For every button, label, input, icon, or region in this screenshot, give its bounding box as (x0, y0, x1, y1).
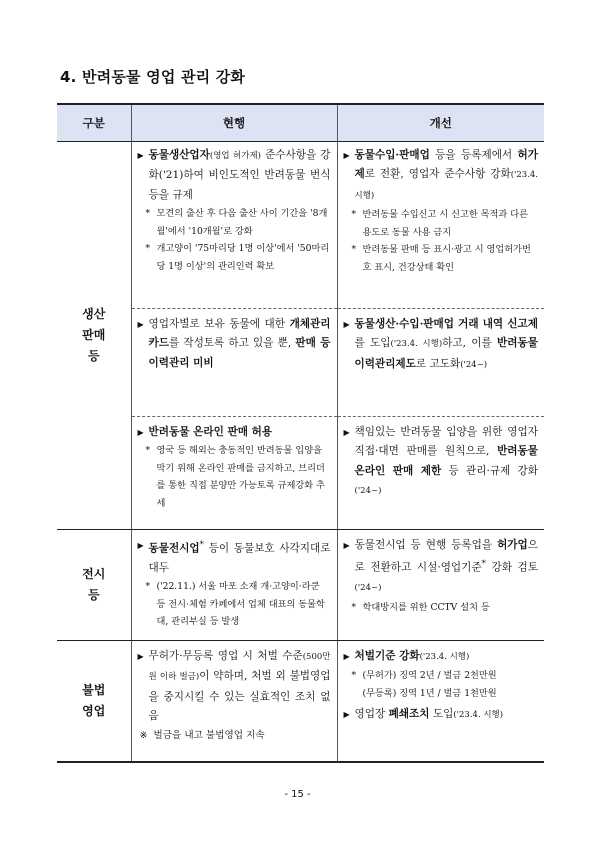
table-row (57, 529, 544, 640)
note-text: 영국 등 해외는 충동적인 반려동물 입양을 막기 위해 온라인 판매를 금지하고, 브리더를 통한 직접 분양만 가능토록 규제강화 추세 (156, 445, 325, 509)
category-exhibition: 전시 등 (57, 529, 131, 640)
cell-production-current-3: ▶ 반려동물 온라인 판매 허용 * 영국 등 해외는 충동적인 반려동물 입양을 막기 위해 온라인 판매를 금지하고, 브리더를 통한 직접 분양만 가능토록 규제강화 추세 (131, 416, 337, 529)
cell-production-improved-3: ▶ 책임있는 반려동물 입양을 위한 영업자 직접·대면 판매를 원칙으로, 반려동물 온라인 판매 제한 등 관리·규제 강화('24~) (337, 416, 544, 529)
note-text: ('22.11.) 서울 마포 소재 개·고양이·라쿤 등 전시·체험 카페에서 업체 대표의 동물학대, 관리부실 등 발생 (156, 581, 325, 628)
note-text: 학대방지를 위한 CCTV 설치 등 (362, 601, 490, 613)
reference-mark: ※ (139, 729, 148, 741)
bullet-arrow-icon: ▶ (343, 651, 350, 661)
table-row (57, 308, 544, 416)
bullet-arrow-icon: ▶ (137, 319, 144, 329)
cell-production-current-2: ▶ 영업자별로 보유 동물에 대한 개체관리카드를 작성토록 하고 있을 뿐, 판매 등 이력관리 미비 (131, 308, 337, 416)
cell-illegal-current: ▶ 무허가·무등록 영업 시 처벌 수준(500만원 이하 벌금)이 약하며, 처벌 외 불법영업을 중지시킬 수 있는 실효적인 조치 없음 ※ 벌금을 내고 불법영업 지속 (131, 640, 337, 762)
table-row (57, 640, 544, 762)
note-text: (무허가) 징역 2년 / 벌금 2천만원 (362, 670, 497, 681)
bullet-arrow-icon: ▶ (343, 710, 350, 719)
bullet-arrow-icon: ▶ (343, 319, 350, 329)
bullet-arrow-icon: ▶ (137, 540, 144, 550)
table-header-row (57, 104, 544, 141)
bullet-arrow-icon: ▶ (137, 427, 144, 437)
bullet-arrow-icon: ▶ (137, 651, 144, 661)
note-text: 반려동물 수입신고 시 신고한 목적과 다른 용도로 동물 사용 금지 (362, 209, 528, 238)
bullet-arrow-icon: ▶ (343, 427, 350, 437)
header-category: 구분 (57, 104, 131, 141)
bullet-arrow-icon: ▶ (137, 150, 144, 160)
bullet-arrow-icon: ▶ (343, 540, 350, 550)
note-text: 모견의 출산 후 다음 출산 사이 기간을 '8개월'에서 '10개월'로 강화 (156, 208, 328, 237)
category-production: 생산 판매 등 (57, 141, 131, 529)
bullet-arrow-icon: ▶ (343, 150, 350, 160)
category-illegal: 불법 영업 (57, 640, 131, 762)
note-text: (무등록) 징역 1년 / 벌금 1천만원 (362, 687, 497, 699)
table-row (57, 141, 544, 308)
cell-production-improved-1: ▶ 동물수입·판매업 등을 등록제에서 허가제로 전환, 영업자 준수사항 강화('23.4. 시행) * 반려동물 수입신고 시 신고한 목적과 다른 용도로 동물 사용 금지 * 반려동물 판매 등 표시·광고 시 영업허가번호 표시, 건강상태 확인 (337, 141, 544, 308)
note-text: 개고양이 '75마리당 1명 이상'에서 '50마리당 1명 이상'의 관리인력 확보 (156, 243, 330, 272)
header-current: 현행 (131, 104, 337, 141)
cell-illegal-improved: ▶ 처벌기준 강화('23.4. 시행) * (무허가) 징역 2년 / 벌금 2천만원 (무등록) 징역 1년 / 벌금 1천만원 ▶ 영업장 폐쇄조치 도입('23.4. 시행) (337, 640, 544, 762)
cell-production-improved-2: ▶ 동물생산·수입·판매업 거래 내역 신고제를 도입('23.4. 시행)하고, 이를 반려동물 이력관리제도로 고도화('24~) (337, 308, 544, 416)
cell-exhibition-current: ▶ 동물전시업* 등이 동물보호 사각지대로 대두 * ('22.11.) 서울 마포 소재 개·고양이·라쿤 등 전시·체험 카페에서 업체 대표의 동물학대, 관리부실 등 발생 (131, 529, 337, 640)
comparison-table (57, 103, 544, 763)
note-text: 반려동물 판매 등 표시·광고 시 영업허가번호 표시, 건강상태 확인 (362, 244, 531, 273)
note-text: 벌금을 내고 불법영업 지속 (153, 729, 265, 741)
page-number: - 15 - (284, 789, 311, 800)
header-improved: 개선 (337, 104, 544, 141)
cell-exhibition-improved: ▶ 동물전시업 등 현행 등록업을 허가업으로 전환하고 시설·영업기준* 강화 검토('24~) * 학대방지를 위한 CCTV 설치 등 (337, 529, 544, 640)
table-row (57, 416, 544, 529)
cell-production-current-1: ▶ 동물생산업자(영업 허가제) 준수사항을 강화('21)하여 비인도적인 반려동물 번식 등을 규제 * 모견의 출산 후 다음 출산 사이 기간을 '8개월'에서 '10개월'로 강화 * 개고양이 '75마리당 1명 이상'에서 '50마리당 1명 이상'의 관리인력 확보 (131, 141, 337, 308)
section-title: 4. 반려동물 영업 관리 강화 (60, 68, 246, 86)
